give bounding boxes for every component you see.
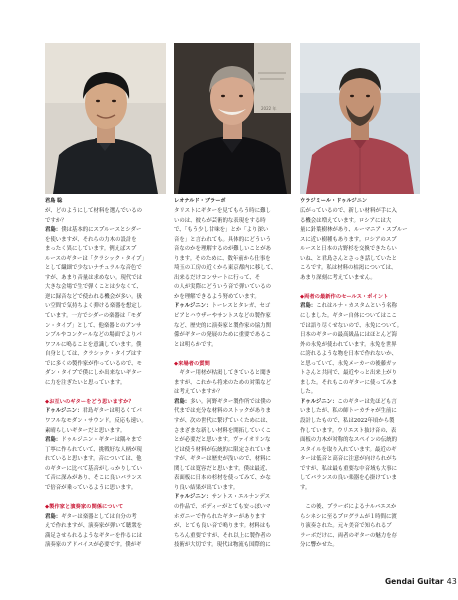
text-line: 音なのかを理解するのが難しいことがあ [174, 246, 272, 253]
text-line: いのは、彼らが芸術的な表現をする時 [174, 217, 266, 224]
photo-caption-kimijima: 君島 聡 [45, 198, 63, 204]
text-line: のギターに比べて基音がしっかりしてい [45, 465, 142, 472]
text-line: が、とても良い音で鳴ります。材料はも [174, 523, 271, 530]
text-line: 技術が大切です。現代は物流も国際的に [174, 542, 271, 549]
text-line: いましたが、私の師トーカチャが生前に [300, 408, 397, 415]
text-line: ンブルやコンクールなどの場面でよりパ [45, 332, 142, 339]
text-line: て音に深みがあり、そこに良いバランス [45, 475, 142, 482]
text-line: すが、次の世代に繋げていくためには、 [174, 418, 272, 425]
speaker-line [300, 398, 421, 408]
text-line: す。 [300, 484, 311, 491]
text-line: でに多くの製作家が作っているので、モ [45, 360, 142, 367]
paragraph-gap [300, 283, 421, 293]
section-heading: ◆来場者の質問 [174, 360, 210, 367]
text-line: り良い結果が出ています。 [174, 484, 239, 491]
speaker-name: 君島： [174, 398, 191, 405]
text-line: かを理解できるよう努めています。 [174, 293, 260, 300]
text-line: ギター用材が枯渇してきていると聞き [174, 370, 271, 377]
speaker-name: ドゥルジニン： [174, 303, 212, 310]
text-line: にしました。ギター自体についてはここ [300, 313, 397, 320]
text-line: が、どのようにして材料を選んでいるの [45, 208, 143, 214]
text-line: 丁寧に作られていて、挑戦好な人柄が現 [45, 446, 142, 453]
text-line: ダン・タイプで僕にしか出来ないギター [45, 370, 142, 377]
text-line: 作しています。ウリエスト抜け音の、表 [300, 427, 397, 434]
page-footer [385, 577, 457, 586]
text-line: ですが、私は最も重要な中音域も大事に [300, 465, 398, 472]
speaker-line [174, 493, 292, 503]
speaker-name: 君島： [300, 303, 317, 310]
text-line: 関しては寛容だと思います。僕は最近、 [174, 465, 271, 472]
backdrop-sign-text: 2022 年 [261, 106, 277, 111]
text-line: 演奏家のアドバイスが必要です。僕がギ [45, 542, 142, 549]
speaker-name: 君島： [45, 437, 62, 444]
text-line: 量に針葉樹林があり、ルーマニア・スプルー [300, 227, 408, 234]
text-line: ラーボだけに、両者のギターの魅力を存 [300, 532, 397, 539]
text-line: で倍音が乗っているように思います。 [45, 484, 137, 491]
text-line: 自身としては、クラシック・タイプはす [45, 351, 142, 358]
text-line: 素晴らしいギターだと思います。 [45, 427, 126, 434]
section-heading: ◆両者の最新作のセールス・ポイント [300, 293, 389, 300]
text-line: 日本のギターの最高級品にはほとんど海 [300, 332, 397, 339]
paragraph-gap [174, 350, 292, 360]
speaker-name: 君島： [45, 513, 62, 520]
text-line: すが、あまり音量は求めない。現代では [45, 274, 143, 281]
text-line: ますが、これから将来のための対策など [174, 379, 272, 386]
photo-bravo [174, 43, 291, 194]
paragraph-gap [300, 493, 421, 503]
text-line: 係がギターの発展のために重要であるこ [174, 332, 271, 339]
text-line: とが必要だと思います。ヴァイオリンな [174, 437, 271, 444]
text-line: ちろん重要ですが、それ以上に製作者の [174, 532, 272, 539]
text-line: 埼玉の工房の近くから東京都内に移して、 [174, 265, 277, 272]
text-line: どは使う材料が伝統的に限定されていま [174, 446, 272, 453]
text-line: ワフルなモダン・サウンド。反応も速い。 [45, 418, 147, 425]
speaker-text: 多い。河野ギター製作所では僕の [190, 398, 271, 405]
photo-caption-druzhinin: ウラジミール・ドゥルジニン [300, 198, 368, 204]
text-line: 音を」と言われても。具体的にどういう [174, 236, 272, 243]
speaker-text: これはルナ・カスタムという名称 [316, 303, 398, 310]
portrait-druzhinin [300, 43, 420, 194]
photo-kimijima [45, 43, 166, 194]
text-line: さまざまな新しい材料を開拓していくこ [174, 427, 272, 434]
text-line: いね、と君島さんとさっき話していたと [300, 255, 398, 262]
text-line: で、「もう少し甘味を」とか「より深い [174, 227, 269, 234]
text-line: に誇れるような物を日本で作れないか、 [300, 351, 398, 358]
speaker-line [174, 302, 292, 312]
text-line: など、歴史的に演奏家と製作家の協力関 [174, 322, 272, 329]
text-line: 外の永免が使われています。永免を世界 [300, 341, 397, 348]
text-line: スタイルを取り入れています。最近のギ [300, 446, 397, 453]
text-line: 大きな会場で生で弾くことは少なくて、 [45, 284, 142, 291]
text-line: らシネシに至るプログラムが１時間に渡 [300, 513, 397, 520]
speaker-text: トーレスとタレガ、セゴ [211, 303, 271, 310]
text-line: の人が実際にどういう音で弾いているの [174, 284, 272, 291]
paragraph-gap [45, 493, 167, 503]
text-line: とは明らかです。 [174, 341, 217, 348]
page-number: 43 [446, 577, 457, 586]
speaker-line [300, 302, 421, 312]
photo-druzhinin [300, 43, 420, 194]
text-line: ルースのギターは「クラシック・タイプ」 [45, 255, 147, 262]
speaker-name: ドゥルジニン： [300, 398, 338, 405]
text-line: 広がっているので、新しい材料が手に入 [300, 208, 397, 214]
text-line: ワフルに鳴ることを意識しています。僕 [45, 341, 142, 348]
text-line: を使いますが、それらの力木の設計を [45, 236, 137, 243]
text-line: は考えていますか？ [174, 389, 223, 396]
speaker-line [45, 513, 167, 523]
text-line: り演奏された。元々美音で知られるブ [300, 523, 392, 530]
text-line: ビアとハウザーやサントスなどの製作家 [174, 313, 271, 320]
speaker-line [45, 436, 167, 446]
article-column-2 [174, 207, 292, 551]
text-line: ターは低音と高音に注意が向けられがち [300, 456, 398, 463]
text-line: してバランスの良い楽器を心掛けていま [300, 475, 397, 482]
text-line: スに近い樹種もあります。ロシアのスプ [300, 236, 397, 243]
speaker-text: このギターは先ほども言 [337, 398, 397, 405]
section-heading: ◆お互いのギターをどう思いますか？ [45, 398, 134, 405]
text-line: 面板の力木が対称的なスペインの伝統的 [300, 437, 398, 444]
text-line: ですか？ [45, 217, 67, 224]
portrait-bravo [174, 43, 291, 194]
speaker-text: ドゥルジニン・ギターは隅々まで [61, 437, 142, 444]
text-line: この後、プラーボによるナルバエスか [300, 503, 397, 510]
paragraph-gap [45, 388, 167, 398]
text-line: 代までは充分な材料のストックがありま [174, 408, 271, 415]
text-line: る機会は増えています。ロシアには大 [300, 217, 392, 224]
magazine-name: Gendai Guitar [385, 577, 444, 586]
text-line: えで作れますが、演奏家が弾いて聴衆を [45, 523, 143, 530]
speaker-text: ギターは楽器としては自分の考 [61, 513, 137, 520]
text-line: 逆に録音などで使われる機会が多い。扱 [45, 293, 143, 300]
text-line: 表面板に日本の杉材を使ってみて、かな [174, 475, 271, 482]
text-line: れていると思います。音については、他 [45, 456, 142, 463]
text-line: 分に響かせた。 [300, 542, 338, 549]
text-line: トさんと共同で、最近やっと出来上がり [300, 370, 397, 377]
text-line: い空間で気持ちよく弾ける楽器を想定し [45, 303, 143, 310]
speaker-name: ドゥルジニン： [45, 408, 83, 415]
text-line: ります。そのために、数年前から仕事を [174, 255, 271, 262]
section-heading: ◆製作家と演奏家の関係について [45, 503, 124, 510]
speaker-line [174, 398, 292, 408]
text-line: と思っていて、永免メーカーの後藤ガッ [300, 360, 397, 367]
speaker-line [45, 407, 167, 417]
text-line: タリストにギターを見てもらう時に難し [174, 208, 271, 214]
speaker-name: ドゥルジニン： [174, 494, 212, 501]
text-line: では語り尽くせないので、永免について。 [300, 322, 403, 329]
article-column-3 [300, 207, 421, 551]
speaker-text: 君島ギターは明るくてパ [82, 408, 142, 415]
speaker-name: 君島： [45, 227, 62, 234]
speaker-text: サントス・エルナンデス [211, 494, 270, 501]
text-line: 満足させられるようなギターを作るには [45, 532, 142, 539]
text-line: ています。一方でシダーの楽器は「モダ [45, 313, 142, 320]
text-line: に力を注ぎたいと思っています。 [45, 379, 126, 386]
photo-caption-bravo: レオナルド・ブラーボ [174, 198, 226, 204]
text-line: 設計したもので、私は2022年頃から製 [300, 418, 395, 425]
speaker-text: 僕は基本的にスプルースとシダー [61, 227, 142, 234]
text-line: あまり深刻に考えていません。 [300, 274, 376, 281]
text-line: ホガニーで作られたギターがあります [174, 513, 266, 520]
text-line: ました。それもこのギターに使ってみま [300, 379, 397, 386]
portrait-kimijima [45, 43, 166, 194]
text-line: の作品で、ボディーがとても安っぽいマ [174, 503, 271, 510]
text-line: ン・タイプ」として、他楽器とのアンサ [45, 322, 142, 329]
text-line: ルースと日本の古野杉を交換できたらい [300, 246, 397, 253]
text-line: 出来るだけコンサートに行って、そ [174, 274, 261, 281]
speaker-line [45, 226, 167, 236]
text-line: した。 [300, 389, 317, 396]
text-line: ころです。私は材料の枯渇については、 [300, 265, 397, 272]
article-column-1 [45, 207, 167, 551]
text-line: すが、ギターは歴史が浅いので、材料に [174, 456, 271, 463]
text-line: まったく異にしています。例えばスプ [45, 246, 137, 253]
text-line: として繊細で少ないナチュラルな音色で [45, 265, 142, 272]
